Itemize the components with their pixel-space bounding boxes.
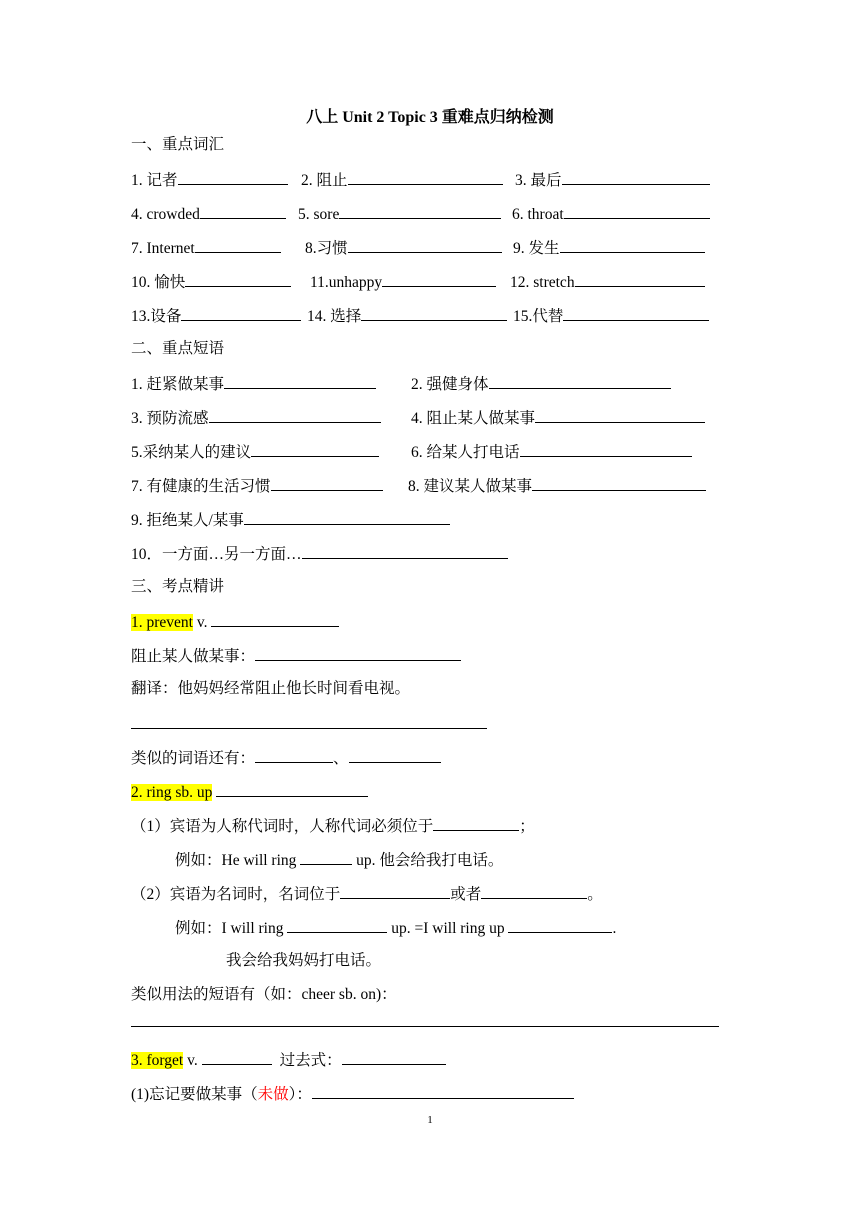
- prevent-usage: 阻止某人做某事：: [131, 644, 461, 666]
- answer-blank[interactable]: [195, 236, 281, 253]
- answer-blank[interactable]: [211, 610, 339, 627]
- answer-blank[interactable]: [339, 202, 501, 219]
- vocab-item: 9. 发生: [513, 236, 705, 258]
- answer-blank[interactable]: [255, 746, 333, 763]
- vocab-item: 14. 选择: [307, 304, 507, 326]
- phrase-row-5: 9. 拒绝某人/某事: [131, 508, 450, 530]
- vocab-item: 4. crowded: [131, 202, 286, 224]
- answer-blank[interactable]: [200, 202, 286, 219]
- answer-blank[interactable]: [340, 882, 450, 899]
- forget-usage-1: (1)忘记要做某事（未做）：: [131, 1082, 574, 1104]
- answer-blank[interactable]: [255, 644, 461, 661]
- answer-blank[interactable]: [202, 1048, 272, 1065]
- answer-blank[interactable]: [224, 372, 376, 389]
- answer-blank[interactable]: [489, 372, 671, 389]
- answer-blank[interactable]: [216, 780, 368, 797]
- answer-blank[interactable]: [535, 406, 705, 423]
- vocab-item: 13.设备: [131, 304, 301, 326]
- phrase-row-4: 7. 有健康的生活习惯 8. 建议某人做某事: [131, 474, 751, 496]
- vocab-item: 12. stretch: [510, 270, 705, 292]
- phrase-row-2: 3. 预防流感 4. 阻止某人做某事: [131, 406, 751, 428]
- vocab-item: 8.习惯: [305, 236, 502, 258]
- answer-blank[interactable]: [349, 746, 441, 763]
- ring-up-similar: 类似用法的短语有（如：cheer sb. on)：: [131, 986, 397, 1003]
- vocab-row-2: [131, 202, 751, 224]
- ring-up-example-2: 例如：I will ring up. =I will ring up .: [175, 916, 616, 938]
- vocab-row-5: [131, 304, 751, 326]
- answer-blank[interactable]: [508, 916, 612, 933]
- answer-blank[interactable]: [209, 406, 381, 423]
- vocab-item: 3. 最后: [515, 168, 710, 190]
- answer-blank[interactable]: [244, 508, 450, 525]
- ring-up-example-2-cn: 我会给我妈妈打电话。: [226, 952, 382, 969]
- section-heading-phrases: 二、重点短语: [131, 340, 225, 357]
- ring-up-rule-1: （1）宾语为人称代词时，人称代词必须位于 ；: [131, 814, 535, 836]
- answer-blank[interactable]: [433, 814, 519, 831]
- answer-blank[interactable]: [178, 168, 288, 185]
- red-emphasis: 未做: [257, 1086, 289, 1103]
- section-heading-keypoints: 三、考点精讲: [131, 578, 225, 595]
- prevent-translate: 翻译：他妈妈经常阻止他长时间看电视。: [131, 680, 411, 697]
- answer-blank[interactable]: [181, 304, 301, 321]
- section-heading-vocab: 一、重点词汇: [131, 136, 225, 153]
- vocab-item: 5. sore: [298, 202, 501, 224]
- answer-blank[interactable]: [131, 712, 487, 729]
- answer-blank[interactable]: [560, 236, 705, 253]
- keypoint-ring-up: [131, 780, 368, 802]
- highlighted-term: 1. prevent: [131, 614, 193, 631]
- answer-blank[interactable]: [342, 1048, 446, 1065]
- answer-blank[interactable]: [131, 1010, 719, 1027]
- answer-blank[interactable]: [251, 440, 379, 457]
- prevent-similar: 类似的词语还有： 、: [131, 746, 441, 768]
- phrase-row-6: 10．一方面…另一方面…: [131, 542, 508, 564]
- answer-blank[interactable]: [563, 304, 709, 321]
- vocab-item: 1. 记者: [131, 168, 288, 190]
- answer-blank[interactable]: [287, 916, 387, 933]
- similar-answer-line: [131, 1010, 719, 1032]
- highlighted-term: 2. ring sb. up: [131, 784, 213, 801]
- vocab-item: 15.代替: [513, 304, 709, 326]
- answer-blank[interactable]: [520, 440, 692, 457]
- ring-up-rule-2: （2）宾语为名词时，名词位于 或者 。: [131, 882, 603, 904]
- vocab-item: 2. 阻止: [301, 168, 503, 190]
- answer-blank[interactable]: [312, 1082, 574, 1099]
- keypoint-prevent: 1. prevent v.: [131, 610, 339, 632]
- keypoint-forget: 3. forget v. 过去式：: [131, 1048, 446, 1070]
- phrase-row-1: 1. 赶紧做某事 2. 强健身体: [131, 372, 751, 394]
- answer-blank[interactable]: [361, 304, 507, 321]
- vocab-row-4: [131, 270, 751, 292]
- page-number: 1: [427, 1114, 433, 1126]
- answer-blank[interactable]: [382, 270, 496, 287]
- answer-blank[interactable]: [481, 882, 587, 899]
- answer-blank[interactable]: [302, 542, 508, 559]
- vocab-item: 6. throat: [512, 202, 710, 224]
- answer-blank[interactable]: [562, 168, 710, 185]
- answer-blank[interactable]: [575, 270, 705, 287]
- vocab-item: 11.unhappy: [310, 270, 496, 292]
- answer-blank[interactable]: [348, 236, 502, 253]
- translate-answer-line: [131, 712, 487, 734]
- answer-blank[interactable]: [185, 270, 291, 287]
- answer-blank[interactable]: [271, 474, 383, 491]
- answer-blank[interactable]: [348, 168, 503, 185]
- document-title: 八上 Unit 2 Topic 3 重难点归纳检测: [306, 109, 554, 126]
- answer-blank[interactable]: [300, 848, 352, 865]
- vocab-item: 7. Internet: [131, 236, 281, 258]
- vocab-row-3: [131, 236, 751, 258]
- vocab-row-1: [131, 168, 751, 190]
- answer-blank[interactable]: [564, 202, 710, 219]
- phrase-row-3: 5.采纳某人的建议 6. 给某人打电话: [131, 440, 751, 462]
- ring-up-example-1: 例如：He will ring up. 他会给我打电话。: [175, 848, 503, 870]
- vocab-item: 10. 愉快: [131, 270, 291, 292]
- answer-blank[interactable]: [532, 474, 706, 491]
- highlighted-term: 3. forget: [131, 1052, 184, 1069]
